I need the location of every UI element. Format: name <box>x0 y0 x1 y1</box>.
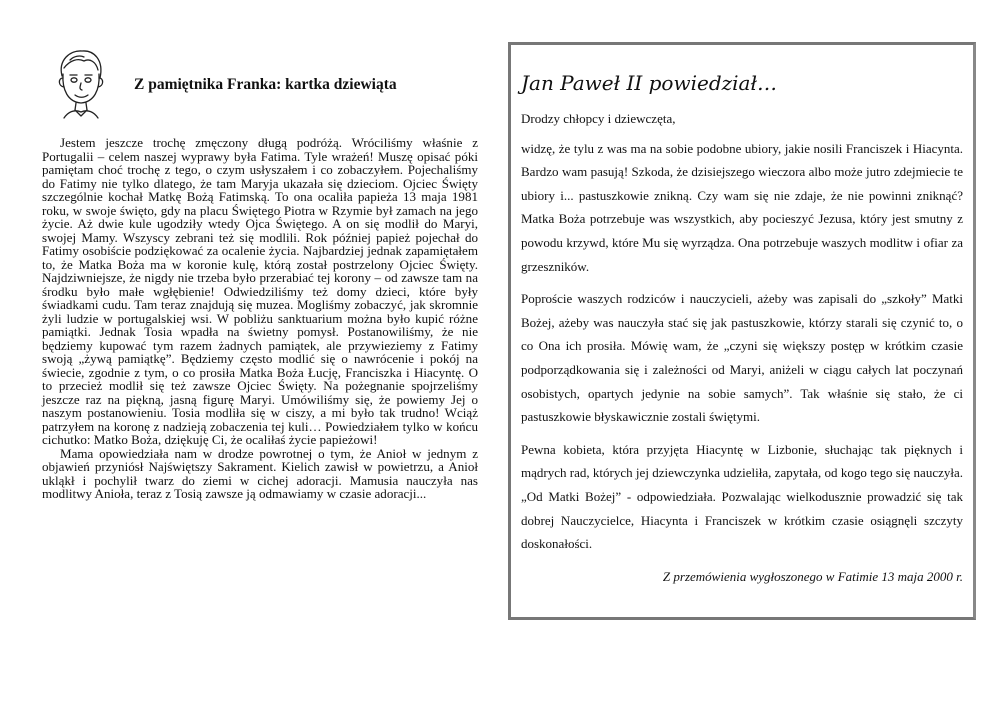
quote-greeting: Drodzy chłopcy i dziewczęta, <box>521 111 676 126</box>
diary-body <box>42 136 478 501</box>
quote-paragraph: widzę, że tylu z was ma na sobie podobne ubiory, jakie nosili Franciszek i Hiacynta. Bardzo wam pasują! Szkoda, że dzisiejszego wieczora albo może jutro zdejmiecie te ubiory i... pastuszkowie znikną. Czy wam się nie zdaje, że nie powinni zniknąć? Matka Boża potrzebuje was wszystkich, aby pocieszyć Jezusa, który jest smutny z powodu krzywd, które Mu się wyrządza. Ona potrzebuje waszych modlitw i ofiar za grzeszników. <box>521 140 963 274</box>
diary-header <box>42 46 478 136</box>
boy-portrait-icon <box>50 46 108 122</box>
diary-column <box>42 46 478 501</box>
diary-paragraph: Mama opowiedziała nam w drodze powrotnej o tym, że Anioł w jednym z objawień przyniósł Najświętszy Sakrament. Kielich zawisł w powietrzu, a Anioł ukląkł i pochylił twarz do ziemi w cichej adoracji. Mamusia nauczyła nas modlitwy Anioła, teraz z Tosią zawsze ją odmawiamy w czasie adoracji... <box>42 445 478 501</box>
quote-citation: Z przemówienia wygłoszonego w Fatimie 13 maja 2000 r. <box>662 568 963 584</box>
diary-title: Z pamiętnika Franka: kartka dziewiąta <box>134 76 397 93</box>
quote-paragraph: Poproście waszych rodziców i nauczycieli, ażeby was zapisali do „szkoły” Matki Bożej, ażeby was nauczyła stać się jak pastuszkowie, którzy starali się czynić to, o co Ona ich prosiła. Mówię wam, że „czyni się większy postęp w krótkim czasie podporządkowania się i zależności od Maryi, aniżeli w ciągu całych lat poczynań osobistych, opartych jedynie na sobie samych”. Tak właśnie się stało, że ci pastuszkowie błyskawicznie zostali świętymi. <box>521 291 963 425</box>
quote-paragraph: Pewna kobieta, która przyjęta Hiacyntę w Lizbonie, słuchając tak pięknych i mądrych rad, których jej dziewczynka udzieliła, zapytała, od kogo tego się nauczyła. „Od Matki Bożej” - odpowiedziała. Pozwalając wielkodusznie prowadzić się tak dobrej Nauczycielce, Hiacynta i Franciszek w krótkim czasie osiągnęli szczyty doskonałości. <box>521 441 963 552</box>
quote-box <box>508 42 976 620</box>
diary-paragraph: Jestem jeszcze trochę zmęczony długą podróżą. Wróciliśmy właśnie z Portugalii – celem naszej wyprawy była Fatima. Tyle wrażeń! Muszę opisać póki pamiętam choć trochę z tego, o czym usłyszałem i co zobaczyłem. Pojechaliśmy do Fatimy nie tylko dlatego, że tam Maryja ukazała się dzieciom. Ojciec Święty szczególnie kochał Matkę Bożą Fatimską. To ona ocaliła papieża 13 maja 1981 roku, w swoje święto, gdy na placu Świętego Piotra w Rzymie był zamach na jego życie. Aż dwie kule ugodziły wtedy Ojca Świętego. A on się modlił do Maryi, swojej Mamy. Wszyscy zebrani też się modlili. Rok później papież pojechał do Fatimy osobiście podziękować za ocalenie życia. Najbardziej jednak zapamiętałem to, że Matka Boża ma w koronie kulę, którą został postrzelony Ojciec Święty. Najdziwniejsze, że nigdy nie trzeba było przerabiać tej korony – od zawsze tam na środku było małe wgłębienie! Odwiedziliśmy też domy dzieci, które były świadkami cudu. Tam teraz znajdują się muzea. Mogliśmy zobaczyć, jak skromnie żyli ludzie w portugalskiej wsi. W pobliżu sanktuarium można było kupić różne pamiątki. Jednak Tosia wpadła na świetny pomysł. Postanowiliśmy, że nie będziemy kupować tym razem żadnych pamiątek, ale przywieziemy z Fatimy swoją „żywą pamiątkę”. Będziemy często modlić się o nawrócenie i pokój na świecie, zgodnie z tym, o co prosiła Matka Boża Łucję, Franciszka i Hiacyntę. O to przecież modlił się też zawsze Ojciec Święty. Na pożegnanie spojrzeliśmy jeszcze raz na piękną, jasną figurę Maryi. Umówiliśmy się, że powiemy Jej o naszym postanowieniu. Tosia modliła się w ciszy, a mi było tak trudno! Wciąż patrzyłem na koronę z nadzieją zobaczenia tej kuli… Powiedziałem tylko w końcu cichutko: Matko Boża, dziękuję Ci, że ocaliłaś życie papieżowi! <box>42 135 478 447</box>
quote-title: Jan Paweł II powiedział… <box>521 71 777 95</box>
